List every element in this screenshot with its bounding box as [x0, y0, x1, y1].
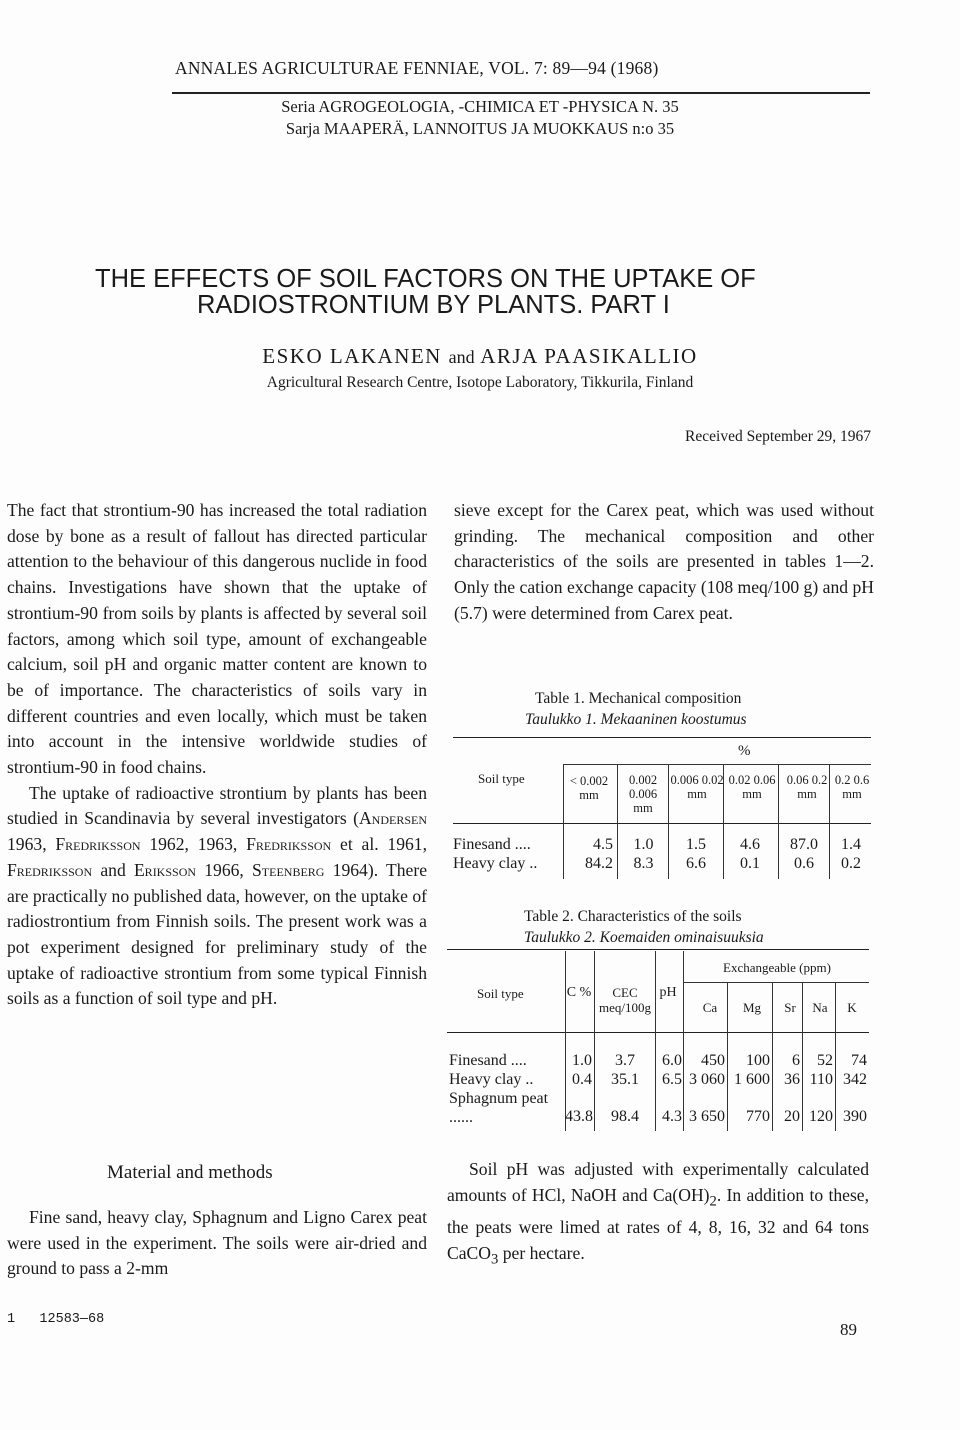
author-1: ESKO LAKANEN [262, 344, 442, 368]
series-line-2: Sarja MAAPERÄ, LANNOITUS JA MUOKKAUS n:o 35 [285, 119, 675, 138]
methods-column [7, 1205, 427, 1282]
table2-cell: 20 [784, 1108, 800, 1125]
table2-cell: 1.0 [572, 1052, 592, 1069]
table2-col-cec: CEC meq/100g [599, 985, 651, 1015]
ph-paragraph [447, 1157, 869, 1273]
table2-vline [565, 951, 566, 1131]
literature-paragraph [7, 781, 427, 1012]
table2-cell: 6.0 [662, 1052, 682, 1069]
table2-cell: 98.4 [611, 1108, 639, 1125]
table2-cell: 52 [817, 1052, 833, 1069]
table1-cell: 0.6 [794, 855, 814, 872]
left-column [7, 498, 427, 1012]
table2 [447, 949, 869, 1134]
section-heading: Material and methods [107, 1162, 273, 1183]
table2-caption-fi-text: Taulukko 2. Koemaiden ominaisuuksia [524, 929, 764, 946]
table2-cell: 3.7 [615, 1052, 635, 1069]
series-line-1: Seria AGROGEOLOGIA, -CHIMICA ET -PHYSICA N. 35 [281, 97, 679, 116]
table2-cell: 74 [851, 1052, 867, 1069]
table1-col-header: 0.002 0.006 mm [628, 773, 658, 815]
page-number: 89 [840, 1320, 857, 1339]
text-run: 1964). There are practically no published data, however, on the uptake of radiostrontium from Finnish soils. The present work was a pot experiment designed for preliminary study of the uptake of radioactive strontium from some typical Finnish soils as a function of soil type and pH. [7, 859, 428, 1009]
table1-col-header: 0.006 0.02 mm [670, 773, 724, 801]
author-and: and [448, 347, 475, 367]
text-run: 1962, 1963, [140, 834, 247, 855]
text-run: Soil pH was adjusted with experimentally calculated amounts of HCl, NaOH and Ca(OH) [447, 1159, 869, 1205]
subscript: 2 [709, 1193, 717, 1210]
text-run: 1963, [7, 834, 56, 855]
header-rule [172, 92, 870, 94]
table2-cell: 36 [784, 1071, 800, 1088]
table2-cell: 4.3 [662, 1108, 682, 1125]
citation: Andersen [358, 808, 427, 829]
text-run: 1966, [196, 859, 253, 880]
table2-exch-col: Na [812, 1000, 828, 1015]
table1-col-header: 0.2 0.6 mm [834, 773, 870, 801]
ph-column [447, 1157, 869, 1273]
table2-soil-type-header: Soil type [477, 986, 524, 1001]
table2-vline [655, 951, 656, 1131]
table2-cell: 390 [843, 1108, 867, 1125]
table2-row-label: Heavy clay .. [449, 1071, 534, 1088]
table1-cell: 1.5 [686, 836, 706, 853]
table2-exch-header: Exchangeable (ppm) [723, 960, 831, 975]
table2-sub-rule [683, 982, 869, 983]
table2-cell: 6 [792, 1052, 800, 1069]
table2-exch-col: Sr [784, 1000, 796, 1015]
authors [0, 344, 960, 369]
table2-header-rule [447, 1032, 869, 1033]
table2-exch-col: Ca [702, 1000, 718, 1015]
intro-paragraph: The fact that strontium-90 has increased the total radiation dose by bone as a result of fallout has directed particular attention to the behaviour of this dangerous nuclide in food chains. Investigations have shown that the uptake of strontium-90 from soils by plants is affected by several soil factors, among which soil type, amount of exchangeable calcium, soil pH and organic matter content are known to be of importance. The characteristics of soils vary in different countries and even locally, which must be taken into account in the intensive worldwide studies of strontium-90 in food chains. [7, 500, 427, 778]
table1-soil-type-header: Soil type [478, 771, 525, 786]
table1-vline [829, 764, 830, 879]
table2-vline [683, 951, 684, 1131]
citation: Eriksson [133, 859, 197, 880]
table1-cell: 1.4 [841, 836, 861, 853]
table2-col-c: C % [566, 985, 592, 1000]
footer-code: 1 12583—68 [7, 1312, 105, 1327]
table2-cell: 3 060 [689, 1071, 725, 1088]
text-run: et al. 1961, [331, 834, 428, 855]
table1-cell: 4.5 [593, 836, 613, 853]
table1-cell: 6.6 [686, 855, 706, 872]
table1-vline [617, 764, 618, 879]
author-2: ARJA PAASIKALLIO [480, 344, 698, 368]
table2-caption: Table 2. Characteristics of the soils [524, 908, 742, 925]
citation: Steenberg [252, 859, 325, 880]
citation: Fredriksson [7, 859, 93, 880]
journal-header: ANNALES AGRICULTURAE FENNIAE, VOL. 7: 89—94 (1968) [175, 58, 659, 78]
table1-cell: 1.0 [633, 836, 654, 853]
table2-cell: 100 [746, 1052, 770, 1069]
article-title-line-1: THE EFFECTS OF SOIL FACTORS ON THE UPTAKE OF [95, 265, 756, 293]
table1-vline [563, 764, 564, 879]
affiliation: Agricultural Research Centre, Isotope Laboratory, Tikkurila, Finland [266, 374, 694, 391]
subscript: 3 [490, 1251, 499, 1268]
table2-cell: 120 [809, 1108, 833, 1125]
table2-row-label: Sphagnum peat ...... [449, 1090, 549, 1126]
table1-vline [778, 764, 779, 879]
table1-vline [668, 764, 669, 879]
table1-vline [723, 764, 724, 879]
table1-col-header: 0.06 0.2 mm [786, 773, 828, 801]
table1-caption-fi [525, 709, 747, 730]
table2-col-ph: pH [659, 985, 677, 1000]
continued-paragraph: sieve except for the Carex peat, which was used without grinding. The mechanical composition and other characteristics of the soils are presented in tables 1—2. Only the cation exchange capacity (108 meq/100 g) and pH (5.7) were determined from Carex peat. [454, 500, 874, 623]
table1-cell: 0.1 [740, 855, 760, 872]
table1-cell: 8.3 [633, 855, 654, 872]
table2-cell: 0.4 [572, 1071, 592, 1088]
table1-cell: 0.2 [841, 855, 861, 872]
citation: Fredriksson [246, 834, 332, 855]
table1-row-label: Finesand .... [453, 836, 531, 853]
table1-cell: 87.0 [790, 836, 818, 853]
text-run: per hectare. [498, 1242, 585, 1263]
text-run: and [92, 859, 134, 880]
table1-caption-fi-text: Taulukko 1. Mekaaninen koostumus [525, 711, 747, 728]
table2-row-label: Finesand .... [449, 1052, 527, 1069]
table1-header-rule [453, 823, 871, 824]
table2-cell: 110 [809, 1071, 833, 1088]
table1-cell: 84.2 [585, 855, 613, 872]
table1-percent: % [738, 743, 751, 759]
received-date: Received September 29, 1967 [685, 428, 871, 445]
table2-cell: 3 650 [689, 1108, 725, 1125]
table2-vline [594, 951, 595, 1131]
citation: Fredriksson [55, 834, 141, 855]
table2-cell: 450 [701, 1052, 725, 1069]
right-column [454, 498, 874, 627]
table1-row-label: Heavy clay .. [453, 855, 538, 872]
table2-cell: 6.5 [662, 1071, 682, 1088]
table1 [453, 737, 871, 897]
text-run: . In addition to these, the peats were limed at rates of 4, 8, 16, 32 and 64 tons CaCO [447, 1184, 869, 1263]
table1-col-header: 0.02 0.06 mm [728, 773, 776, 801]
table2-cell: 43.8 [565, 1108, 593, 1125]
table2-exch-col: K [847, 1000, 857, 1015]
table1-caption: Table 1. Mechanical composition [535, 690, 742, 707]
table2-cell: 342 [843, 1071, 867, 1088]
table2-top-rule [447, 949, 869, 950]
table2-cell: 35.1 [611, 1071, 639, 1088]
table2-cell: 770 [746, 1108, 770, 1125]
table1-sub-rule [563, 764, 871, 765]
methods-paragraph: Fine sand, heavy clay, Sphagnum and Ligno Carex peat were used in the experiment. The soils were air-dried and ground to pass a 2-mm [7, 1207, 427, 1279]
table2-cell: 1 600 [734, 1071, 770, 1088]
table1-cell: 4.6 [740, 836, 760, 853]
table2-caption-fi [524, 927, 764, 948]
table1-top-rule [453, 737, 871, 738]
table1-col-header: < 0.002 mm [569, 774, 609, 802]
text-run: The uptake of radioactive strontium by plants has been studied in Scandinavia by several investigators ( [7, 782, 427, 829]
article-title-line-2: RADIOSTRONTIUM BY PLANTS. PART I [197, 291, 670, 319]
table2-exch-col: Mg [742, 1000, 762, 1015]
